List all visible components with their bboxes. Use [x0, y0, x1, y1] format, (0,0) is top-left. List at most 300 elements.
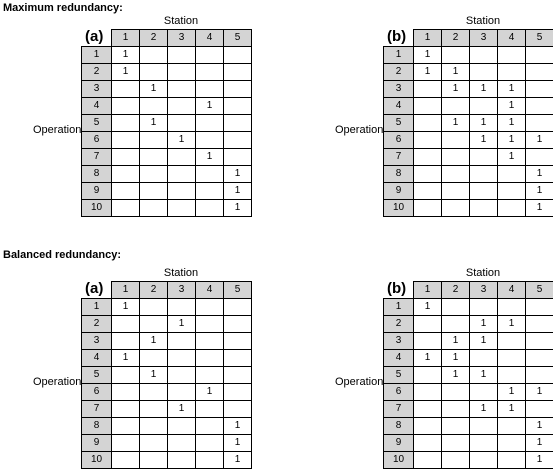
matrix-cell: [470, 384, 498, 401]
matrix-cell: [112, 367, 140, 384]
matrix-cell: [442, 452, 470, 469]
matrix-cell: [196, 333, 224, 350]
matrix-cell: [168, 367, 196, 384]
operation-header: 3: [82, 333, 112, 350]
panel-letter: (b): [387, 28, 407, 45]
operation-header: 7: [384, 401, 414, 418]
matrix-cell: [498, 367, 526, 384]
matrix-cell: 1: [168, 316, 196, 333]
operation-header: 8: [384, 418, 414, 435]
matrix-cell: [140, 299, 168, 316]
matrix-cell: [168, 81, 196, 98]
table-row: [384, 418, 553, 435]
matrix-cell: 1: [168, 401, 196, 418]
matrix-cell: [442, 418, 470, 435]
matrix-cell: 1: [498, 98, 526, 115]
station-header: 4: [498, 282, 526, 299]
table-row: [82, 367, 252, 384]
matrix-cell: [112, 98, 140, 115]
matrix-cell: [112, 401, 140, 418]
matrix-cell: [112, 452, 140, 469]
matrix-cell: [224, 350, 252, 367]
matrix-cell: 1: [470, 316, 498, 333]
matrix-cell: 1: [196, 149, 224, 166]
matrix-cell: [442, 299, 470, 316]
station-header: 3: [470, 30, 498, 47]
table-row: [384, 384, 553, 401]
operation-header: 6: [384, 384, 414, 401]
matrix-cell: 1: [470, 333, 498, 350]
matrix-cell: [168, 115, 196, 132]
matrix-cell: 1: [526, 200, 553, 217]
station-label: Station: [163, 15, 199, 27]
matrix-cell: [526, 367, 553, 384]
matrix-cell: [414, 132, 442, 149]
operation-header: 6: [82, 384, 112, 401]
matrix-cell: [140, 98, 168, 115]
matrix-cell: [442, 132, 470, 149]
operation-header: 9: [82, 183, 112, 200]
matrix-cell: [470, 418, 498, 435]
matrix-cell: [140, 418, 168, 435]
matrix-cell: [498, 350, 526, 367]
station-header: 4: [196, 30, 224, 47]
operation-header: 9: [384, 183, 414, 200]
matrix-cell: [168, 452, 196, 469]
matrix-cell: [498, 299, 526, 316]
matrix-cell: 1: [414, 350, 442, 367]
matrix-cell: [224, 299, 252, 316]
operation-header: 4: [82, 350, 112, 367]
operation-header: 2: [82, 64, 112, 81]
operation-label: Operation: [335, 124, 384, 136]
matrix-cell: [112, 166, 140, 183]
operation-header: 1: [384, 47, 414, 64]
matrix-cell: [196, 435, 224, 452]
table-row: [82, 166, 252, 183]
matrix-cell: [112, 200, 140, 217]
section-title-maximum: Maximum redundancy:: [3, 2, 123, 14]
station-header: 1: [112, 282, 140, 299]
matrix-cell: [442, 149, 470, 166]
matrix-cell: 1: [526, 183, 553, 200]
matrix-cell: [224, 401, 252, 418]
matrix-cell: [112, 418, 140, 435]
matrix-cell: [168, 299, 196, 316]
operation-header: 1: [82, 299, 112, 316]
matrix-cell: [224, 64, 252, 81]
panel-max-b: [332, 12, 553, 212]
matrix-cell: [168, 418, 196, 435]
matrix-cell: 1: [470, 367, 498, 384]
panel-letter: (b): [387, 280, 407, 297]
matrix-cell: [414, 166, 442, 183]
matrix-cell: [224, 115, 252, 132]
matrix-cell: [168, 435, 196, 452]
matrix-cell: 1: [498, 132, 526, 149]
matrix-cell: [470, 64, 498, 81]
operation-header: 1: [82, 47, 112, 64]
station-header: 3: [470, 282, 498, 299]
matrix-cell: [168, 333, 196, 350]
operation-header: 2: [384, 64, 414, 81]
matrix-cell: [168, 149, 196, 166]
matrix-cell: [224, 367, 252, 384]
table-row: [384, 47, 553, 64]
matrix-cell: [414, 435, 442, 452]
section-title-balanced: Balanced redundancy:: [3, 249, 121, 261]
matrix-cell: 1: [414, 47, 442, 64]
matrix-cell: [224, 98, 252, 115]
matrix-cell: [470, 166, 498, 183]
matrix-cell: 1: [498, 384, 526, 401]
panel-letter: (a): [85, 28, 104, 45]
matrix-cell: [442, 183, 470, 200]
panel-bal-b: [332, 264, 553, 464]
table-row: [384, 132, 553, 149]
matrix-cell: [470, 200, 498, 217]
matrix-cell: [112, 316, 140, 333]
matrix-cell: 1: [140, 367, 168, 384]
operation-header: 3: [82, 81, 112, 98]
operation-header: 10: [82, 452, 112, 469]
matrix-cell: 1: [442, 333, 470, 350]
matrix-cell: 1: [112, 64, 140, 81]
operation-header: 8: [82, 418, 112, 435]
matrix-cell: [414, 367, 442, 384]
operation-header: 4: [384, 98, 414, 115]
matrix-cell: 1: [526, 418, 553, 435]
matrix-cell: [414, 115, 442, 132]
station-header: 5: [526, 282, 553, 299]
table-row: [82, 350, 252, 367]
table-row: [384, 452, 553, 469]
table-row: [384, 183, 553, 200]
matrix-cell: 1: [470, 132, 498, 149]
matrix-cell: 1: [224, 418, 252, 435]
table-corner: [384, 30, 414, 47]
matrix-cell: [498, 64, 526, 81]
matrix-cell: [112, 435, 140, 452]
matrix-cell: [498, 452, 526, 469]
matrix-cell: 1: [414, 299, 442, 316]
matrix-cell: [498, 435, 526, 452]
matrix-cell: [140, 64, 168, 81]
station-header: 4: [196, 282, 224, 299]
matrix-cell: [196, 452, 224, 469]
matrix-cell: [112, 384, 140, 401]
station-label: Station: [163, 267, 199, 279]
operation-header: 9: [384, 435, 414, 452]
table-row: [384, 149, 553, 166]
table-row: [384, 299, 553, 316]
matrix-cell: 1: [140, 333, 168, 350]
table-row: [82, 418, 252, 435]
matrix-cell: 1: [498, 115, 526, 132]
station-header: 2: [140, 30, 168, 47]
operation-header: 9: [82, 435, 112, 452]
matrix-cell: [414, 333, 442, 350]
matrix-cell: [168, 350, 196, 367]
operation-header: 5: [82, 115, 112, 132]
assignment-matrix: [383, 281, 553, 469]
station-header: 1: [112, 30, 140, 47]
station-label: Station: [465, 267, 501, 279]
matrix-cell: 1: [470, 115, 498, 132]
matrix-cell: [196, 81, 224, 98]
station-header: 2: [442, 30, 470, 47]
station-header: 5: [526, 30, 553, 47]
matrix-cell: [414, 452, 442, 469]
matrix-cell: [112, 81, 140, 98]
matrix-cell: 1: [470, 401, 498, 418]
matrix-cell: [224, 47, 252, 64]
matrix-cell: [442, 200, 470, 217]
station-header: 1: [414, 282, 442, 299]
matrix-cell: 1: [498, 401, 526, 418]
matrix-cell: [196, 64, 224, 81]
matrix-cell: [224, 149, 252, 166]
matrix-cell: 1: [526, 452, 553, 469]
matrix-cell: 1: [224, 183, 252, 200]
operation-header: 8: [384, 166, 414, 183]
matrix-cell: 1: [526, 132, 553, 149]
station-label: Station: [465, 15, 501, 27]
table-row: [82, 98, 252, 115]
matrix-cell: [168, 166, 196, 183]
matrix-cell: [526, 98, 553, 115]
matrix-cell: 1: [442, 115, 470, 132]
matrix-cell: [442, 316, 470, 333]
matrix-cell: [414, 401, 442, 418]
matrix-cell: 1: [498, 316, 526, 333]
matrix-cell: [224, 81, 252, 98]
table-row: [82, 81, 252, 98]
table-row: [384, 200, 553, 217]
matrix-cell: 1: [196, 98, 224, 115]
table-row: [384, 333, 553, 350]
panel-max-a: [30, 12, 310, 212]
matrix-cell: [112, 132, 140, 149]
matrix-cell: [442, 401, 470, 418]
matrix-cell: 1: [498, 81, 526, 98]
table-row: [82, 132, 252, 149]
matrix-cell: [140, 384, 168, 401]
table-corner: [82, 282, 112, 299]
matrix-cell: [140, 350, 168, 367]
operation-header: 8: [82, 166, 112, 183]
station-header: 2: [140, 282, 168, 299]
operation-header: 4: [384, 350, 414, 367]
table-row: [82, 64, 252, 81]
matrix-cell: [526, 350, 553, 367]
matrix-cell: [196, 47, 224, 64]
operation-header: 7: [384, 149, 414, 166]
matrix-cell: 1: [526, 435, 553, 452]
station-header: 3: [168, 30, 196, 47]
operation-label: Operation: [335, 376, 384, 388]
matrix-cell: [526, 149, 553, 166]
table-row: [82, 333, 252, 350]
matrix-cell: [526, 64, 553, 81]
station-header: 2: [442, 282, 470, 299]
table-row: [384, 350, 553, 367]
matrix-cell: [196, 299, 224, 316]
assignment-matrix: [383, 29, 553, 217]
matrix-cell: [112, 149, 140, 166]
matrix-cell: 1: [498, 149, 526, 166]
operation-header: 10: [82, 200, 112, 217]
matrix-cell: [498, 166, 526, 183]
operation-header: 6: [384, 132, 414, 149]
matrix-cell: 1: [442, 81, 470, 98]
table-row: [82, 183, 252, 200]
operation-header: 7: [82, 149, 112, 166]
matrix-cell: 1: [442, 64, 470, 81]
operation-header: 3: [384, 333, 414, 350]
table-row: [82, 149, 252, 166]
matrix-cell: [470, 149, 498, 166]
matrix-cell: [140, 149, 168, 166]
table-row: [384, 81, 553, 98]
table-corner: [384, 282, 414, 299]
matrix-cell: [414, 418, 442, 435]
matrix-cell: 1: [414, 64, 442, 81]
matrix-cell: 1: [140, 115, 168, 132]
table-row: [82, 401, 252, 418]
station-header: 4: [498, 30, 526, 47]
matrix-cell: 1: [224, 452, 252, 469]
table-row: [384, 316, 553, 333]
matrix-cell: 1: [112, 299, 140, 316]
matrix-cell: [196, 132, 224, 149]
matrix-cell: [140, 452, 168, 469]
matrix-cell: 1: [224, 166, 252, 183]
operation-header: 6: [82, 132, 112, 149]
matrix-cell: [498, 418, 526, 435]
matrix-cell: [470, 452, 498, 469]
matrix-cell: [196, 183, 224, 200]
matrix-cell: [196, 200, 224, 217]
matrix-cell: [224, 384, 252, 401]
station-header: 1: [414, 30, 442, 47]
table-corner: [82, 30, 112, 47]
matrix-cell: [112, 115, 140, 132]
operation-header: 5: [384, 115, 414, 132]
matrix-cell: [442, 47, 470, 64]
matrix-cell: [470, 350, 498, 367]
matrix-cell: [526, 81, 553, 98]
matrix-cell: [196, 316, 224, 333]
matrix-cell: [112, 183, 140, 200]
matrix-cell: [196, 166, 224, 183]
matrix-cell: [224, 316, 252, 333]
station-header: 3: [168, 282, 196, 299]
matrix-cell: [224, 333, 252, 350]
matrix-cell: [526, 316, 553, 333]
matrix-cell: [196, 350, 224, 367]
table-row: [82, 200, 252, 217]
matrix-cell: [470, 435, 498, 452]
matrix-cell: [196, 115, 224, 132]
table-row: [384, 166, 553, 183]
table-row: [82, 384, 252, 401]
matrix-cell: [168, 98, 196, 115]
table-row: [384, 115, 553, 132]
matrix-cell: [442, 435, 470, 452]
matrix-cell: 1: [526, 384, 553, 401]
matrix-cell: [414, 316, 442, 333]
matrix-cell: 1: [168, 132, 196, 149]
operation-header: 4: [82, 98, 112, 115]
matrix-cell: [414, 384, 442, 401]
matrix-cell: [470, 299, 498, 316]
matrix-cell: 1: [224, 435, 252, 452]
matrix-cell: [140, 132, 168, 149]
matrix-cell: 1: [196, 384, 224, 401]
matrix-cell: [442, 384, 470, 401]
operation-label: Operation: [33, 124, 82, 136]
matrix-cell: [498, 200, 526, 217]
matrix-cell: 1: [224, 200, 252, 217]
table-row: [384, 98, 553, 115]
matrix-cell: [470, 98, 498, 115]
matrix-cell: [168, 384, 196, 401]
operation-header: 1: [384, 299, 414, 316]
panel-letter: (a): [85, 280, 104, 297]
operation-header: 5: [82, 367, 112, 384]
matrix-cell: [196, 418, 224, 435]
table-row: [82, 435, 252, 452]
matrix-cell: [442, 166, 470, 183]
table-row: [82, 47, 252, 64]
matrix-cell: [526, 299, 553, 316]
matrix-cell: [224, 132, 252, 149]
matrix-cell: [414, 98, 442, 115]
matrix-cell: [140, 200, 168, 217]
operation-header: 10: [384, 200, 414, 217]
matrix-cell: [470, 183, 498, 200]
operation-header: 7: [82, 401, 112, 418]
matrix-cell: [140, 47, 168, 64]
matrix-cell: [140, 183, 168, 200]
station-header: 5: [224, 282, 252, 299]
matrix-cell: [140, 166, 168, 183]
matrix-cell: [498, 333, 526, 350]
operation-header: 5: [384, 367, 414, 384]
table-row: [82, 115, 252, 132]
matrix-cell: [140, 435, 168, 452]
table-row: [384, 401, 553, 418]
matrix-cell: [414, 183, 442, 200]
matrix-cell: [168, 183, 196, 200]
matrix-cell: [414, 200, 442, 217]
operation-header: 2: [82, 316, 112, 333]
operation-header: 3: [384, 81, 414, 98]
operation-header: 10: [384, 452, 414, 469]
table-row: [82, 299, 252, 316]
matrix-cell: [196, 401, 224, 418]
matrix-cell: [140, 401, 168, 418]
matrix-cell: [526, 47, 553, 64]
matrix-cell: [498, 47, 526, 64]
matrix-cell: [470, 47, 498, 64]
matrix-cell: 1: [140, 81, 168, 98]
table-row: [384, 435, 553, 452]
matrix-cell: 1: [442, 350, 470, 367]
table-row: [384, 367, 553, 384]
matrix-cell: 1: [112, 350, 140, 367]
